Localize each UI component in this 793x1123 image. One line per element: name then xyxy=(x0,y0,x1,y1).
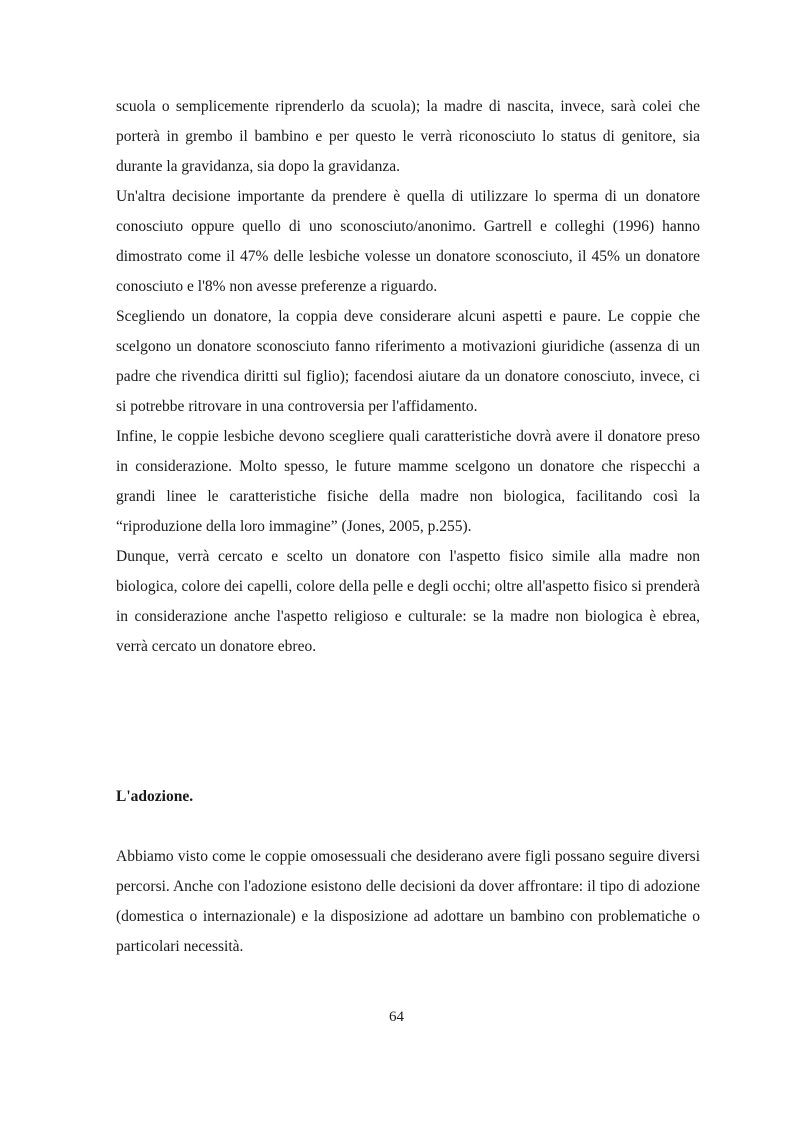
body-text xyxy=(116,92,700,662)
paragraph-donor-appearance: Dunque, verrà cercato e scelto un donatore con l'aspetto fisico simile alla madre non biologica, colore dei capelli, colore della pelle e degli occhi; oltre all'aspetto fisico si prenderà in considerazione anche l'aspetto religioso e culturale: se la madre non biologica è ebrea, verrà cercato un donatore ebreo. xyxy=(116,548,700,655)
paragraph-adoption: Abbiamo visto come le coppie omosessuali che desiderano avere figli possano seguire diversi percorsi. Anche con l'adozione esistono delle decisioni da dover affrontare: il tipo di adozione (domestica o internazionale) e la disposizione ad adottare un bambino con problematiche o particolari necessità. xyxy=(116,848,700,955)
paragraph-donor-considerations: Scegliendo un donatore, la coppia deve considerare alcuni aspetti e paure. Le coppie che scelgono un donatore sconosciuto fanno riferimento a motivazioni giuridiche (assenza di un padre che rivendica diritti sul figlio); facendosi aiutare da un donatore conosciuto, invece, ci si potrebbe ritrovare in una controversia per l'affidamento. xyxy=(116,308,700,415)
paragraph-birth-mother: scuola o semplicemente riprenderlo da scuola); la madre di nascita, invece, sarà colei che porterà in grembo il bambino e per questo le verrà riconosciuto lo status di genitore, sia durante la gravidanza, sia dopo la gravidanza. xyxy=(116,98,700,175)
section-heading: L'adozione. xyxy=(116,788,194,805)
paragraph-donor-characteristics: Infine, le coppie lesbiche devono scegliere quali caratteristiche dovrà avere il donatore preso in considerazione. Molto spesso, le future mamme scelgono un donatore che rispecchi a grandi linee le caratteristiche fisiche della madre non biologica, facilitando così la “riproduzione della loro immagine” (Jones, 2005, p.255). xyxy=(116,428,700,535)
paragraph-donor-choice: Un'altra decisione importante da prendere è quella di utilizzare lo sperma di un donatore conosciuto oppure quello di uno sconosciuto/anonimo. Gartrell e colleghi (1996) hanno dimostrato come il 47% delle lesbiche volesse un donatore sconosciuto, il 45% un donatore conosciuto e l'8% non avesse preferenze a riguardo. xyxy=(116,188,700,295)
section-body-text xyxy=(116,842,700,962)
page-number: 64 xyxy=(389,1009,404,1025)
